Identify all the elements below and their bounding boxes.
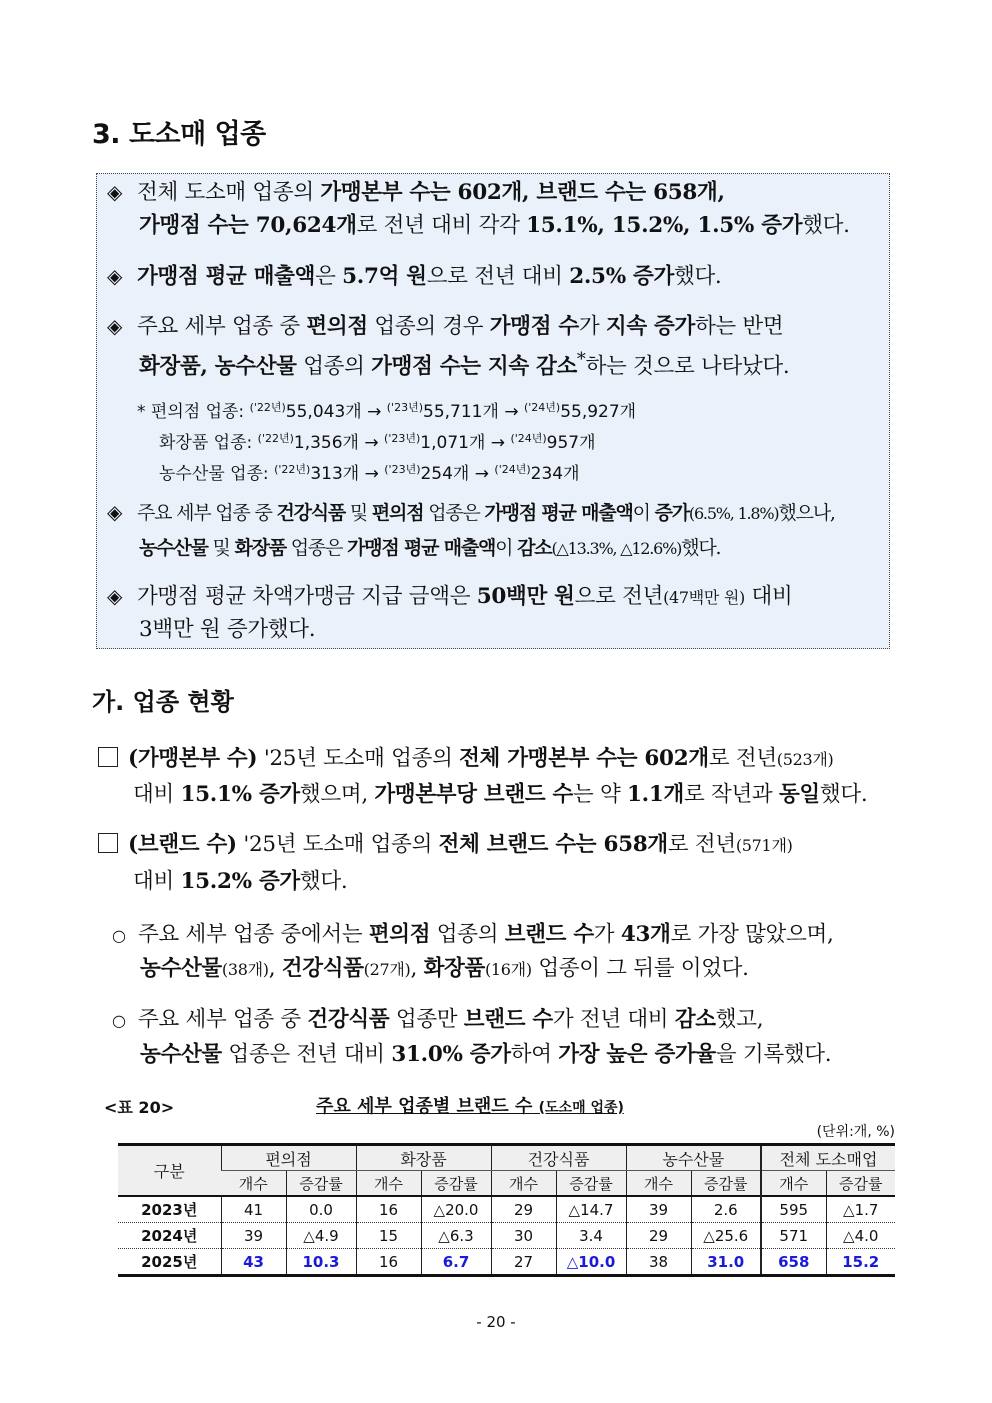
header-group: 화장품 — [356, 1145, 491, 1171]
square-bullet-icon — [98, 747, 118, 767]
header-rate: 증감률 — [556, 1171, 626, 1197]
square-bullet-icon — [98, 833, 118, 853]
paragraph-sub-2-line-1: ○ 주요 세부 업종 중 건강식품 업종만 브랜드 수가 전년 대비 감소했고, — [112, 1001, 763, 1040]
paragraph-sub-1-line-2: 농수산물(38개), 건강식품(27개), 화장품(16개) 업종이 그 뒤를 이었다. — [140, 956, 749, 981]
summary-item-5-line-2: 3백만 원 증가했다. — [139, 617, 316, 642]
brands-table — [118, 1143, 895, 1277]
paragraph-franchisors-line-2: 대비 15.1% 증가했으며, 가맹본부당 브랜드 수는 약 1.1개로 작년과 동일했다. — [133, 782, 868, 807]
table-row: 2025년 43 10.3 16 6.7 27 △10.0 38 31.0 658 15.2 — [118, 1249, 895, 1276]
header-count: 개수 — [761, 1171, 826, 1197]
arrow-icon: → — [474, 464, 490, 484]
table-unit: (단위:개, %) — [816, 1124, 895, 1140]
footnote-row-2: 화장품 업종: $^{('22년)}$1,356개 → $^{('23년)}$1,071개 → $^{('24년)}$957개 — [159, 432, 596, 453]
header-rate: 증감률 — [691, 1171, 761, 1197]
header-count: 개수 — [356, 1171, 421, 1197]
diamond-bullet-icon: ◈ — [107, 584, 123, 608]
footnote-row-3: 농수산물 업종: $^{('22년)}$313개 → $^{('23년)}$254개 → $^{('24년)}$234개 — [159, 463, 580, 484]
summary-item-4-line-2: 농수산물 및 화장품 업종은 가맹점 평균 매출액이 감소(△13.3%, △12.6%)했다. — [139, 537, 721, 559]
summary-item-4-line-1: ◈ 주요 세부 업종 중 건강식품 및 편의점 업종은 가맹점 평균 매출액이 증가(6.5%, 1.8%)했으나, — [107, 494, 835, 532]
summary-item-1-line-2: 가맹점 수는 70,624개로 전년 대비 각각 15.1%, 15.2%, 1.5% 증가했다. — [139, 213, 850, 238]
arrow-icon: → — [490, 433, 506, 453]
header-group: 건강식품 — [491, 1145, 626, 1171]
diamond-bullet-icon: ◈ — [107, 500, 122, 524]
arrow-icon: → — [504, 402, 519, 422]
summary-item-3-line-2: 화장품, 농수산물 업종의 가맹점 수는 지속 감소*하는 것으로 나타났다. — [139, 349, 790, 380]
table-row: 2024년 39 △4.9 15 △6.3 30 3.4 29 △25.6 571 △4.0 — [118, 1223, 895, 1249]
header-count: 개수 — [491, 1171, 556, 1197]
paragraph-franchisors-line-1: (가맹본부 수) '25년 도소매 업종의 전체 가맹본부 수는 602개로 전년(523개) — [98, 740, 833, 779]
section-title: 3. 도소매 업종 — [92, 119, 266, 150]
table-label: <표 20> — [104, 1098, 175, 1117]
header-group: 편의점 — [221, 1145, 356, 1171]
header-group: 전체 도소매업 — [761, 1145, 895, 1171]
paragraph-brands-line-1: (브랜드 수) '25년 도소매 업종의 전체 브랜드 수는 658개로 전년(571개) — [98, 826, 793, 865]
circle-bullet-icon: ○ — [112, 1011, 126, 1030]
diamond-bullet-icon: ◈ — [107, 180, 123, 204]
summary-item-1-line-1: ◈ 전체 도소매 업종의 가맹본부 수는 602개, 브랜드 수는 658개, — [107, 174, 725, 211]
page-number: - 20 - — [476, 1313, 516, 1331]
header-category: 구분 — [118, 1145, 221, 1197]
summary-item-3-line-1: ◈ 주요 세부 업종 중 편의점 업종의 경우 가맹점 수가 지속 증가하는 반면 — [107, 308, 783, 345]
arrow-icon: → — [364, 464, 379, 484]
table-title: 주요 세부 업종별 브랜드 수 (도소매 업종) — [316, 1096, 624, 1117]
header-count: 개수 — [626, 1171, 691, 1197]
header-count: 개수 — [221, 1171, 286, 1197]
footnote-row-1: * 편의점 업종: $^{('22년)}$55,043개 → $^{('23년)}$55,711개 → $^{('24년)}$55,927개 — [137, 401, 637, 422]
summary-item-5-line-1: ◈ 가맹점 평균 차액가맹금 지급 금액은 50백만 원으로 전년(47백만 원) 대비 — [107, 578, 792, 616]
subsection-title: 가. 업종 현황 — [92, 688, 234, 716]
paragraph-sub-1-line-1: ○ 주요 세부 업종 중에서는 편의점 업종의 브랜드 수가 43개로 가장 많았으며, — [112, 916, 834, 955]
arrow-icon: → — [364, 433, 379, 453]
circle-bullet-icon: ○ — [112, 926, 126, 945]
summary-box — [96, 173, 890, 649]
footnote-marker: * — [576, 349, 586, 370]
summary-item-2: ◈ 가맹점 평균 매출액은 5.7억 원으로 전년 대비 2.5% 증가했다. — [107, 258, 721, 295]
header-rate: 증감률 — [421, 1171, 491, 1197]
paragraph-brands-line-2: 대비 15.2% 증가했다. — [133, 869, 348, 894]
header-rate: 증감률 — [826, 1171, 895, 1197]
header-rate: 증감률 — [286, 1171, 356, 1197]
diamond-bullet-icon: ◈ — [107, 264, 123, 288]
diamond-bullet-icon: ◈ — [107, 314, 123, 338]
arrow-icon: → — [367, 402, 382, 422]
table-row: 2023년 41 0.0 16 △20.0 29 △14.7 39 2.6 595 △1.7 — [118, 1196, 895, 1223]
header-group: 농수산물 — [626, 1145, 761, 1171]
paragraph-sub-2-line-2: 농수산물 업종은 전년 대비 31.0% 증가하여 가장 높은 증가율을 기록했다. — [140, 1042, 832, 1067]
